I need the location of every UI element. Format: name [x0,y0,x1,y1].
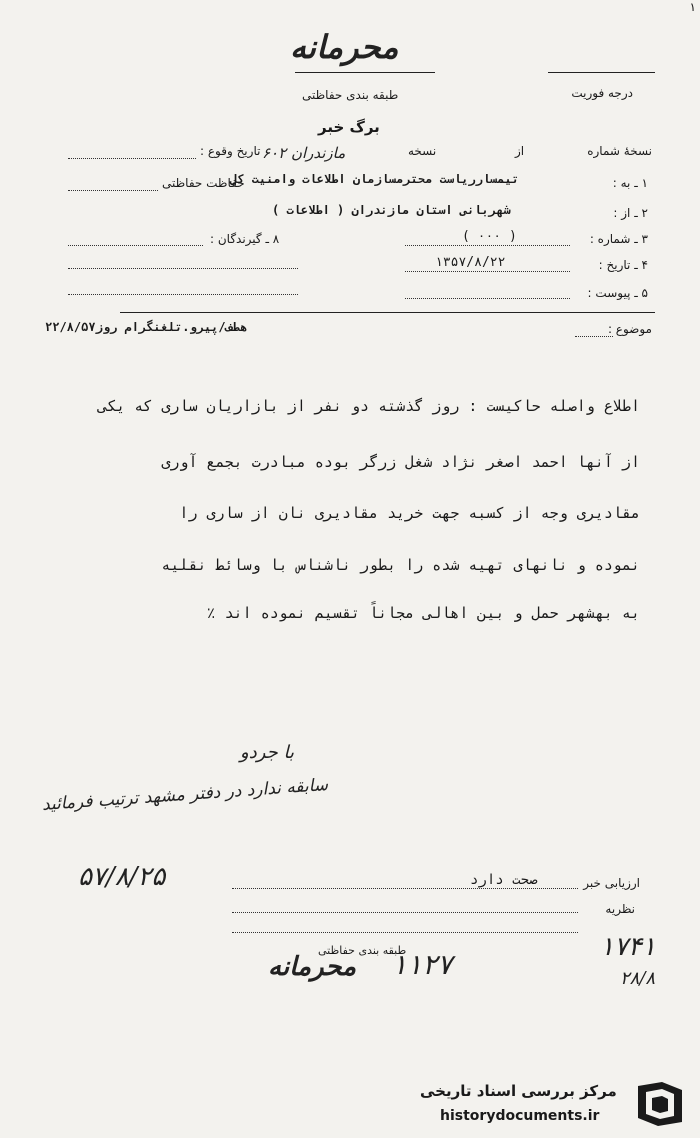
assessment-dots [232,888,578,889]
recipients-dots-2 [68,268,298,269]
to-label: ١ ـ به : [612,176,648,190]
body-line-2: از آنها احمد اصغر نژاد شغل زرگر بوده مبادرت بجمع آوری [161,453,640,471]
handwritten-date: ۵۷/۸/۲۵ [78,862,166,892]
body-line-5: به بهشهر حمل و بین اهالی مجاناً تقسیم نموده اند ٪ [206,604,640,622]
recipients-dots-1 [68,245,203,246]
of-label: از [515,144,525,158]
attachment-dots [405,298,570,299]
urgency-line [548,72,655,73]
date-field-value: ۱۳۵۷/۸/۲۲ [435,255,506,270]
archive-logo-icon [632,1078,688,1130]
number-value: ( ۰۰۰ ) [462,229,517,244]
urgency-label: درجه فوریت [571,86,633,100]
classification-label: طبقه بندی حفاظتی [302,88,399,102]
occurrence-date-label: تاریخ وقوع : [200,144,261,158]
number-label: ٣ ـ شماره : [589,232,648,246]
body-line-4: نموده و نانهای تهیه شده را بطور ناشناس با وسائط نقلیه [161,556,640,574]
page-number: ١ [689,0,696,14]
attachment-label: ۵ ـ پیوست : [587,286,648,300]
body-line-3: مقادیری وجه از کسبه جهت خرید مقادیری نان از ساری را [179,504,640,522]
recipients-label: ۸ ـ گیرندگان : [210,232,280,246]
org-name: مرکز بررسی اسناد تاریخی [420,1082,617,1100]
form-title: برگ خبر [318,118,380,136]
assessment-value: صحت دارد [470,872,538,888]
from-label: ٢ ـ از : [613,206,648,220]
date-field-dots [405,271,570,272]
margin-number-2: ۲۸/۸ [620,968,656,989]
from-value: شهربانی استان مازندران ( اطلاعات ) [272,203,511,217]
footer-classification-value: محرمانه [268,952,357,982]
subject-label: موضوع : [607,322,652,336]
occurrence-date-dots [68,158,196,159]
subject-value: هطف/پیرو.تلغنگرام روز۲۲/۸/۵۷ [45,320,248,334]
assessment-label: ارزیابی خبر [583,876,640,890]
copy-label: نسخه [408,144,437,158]
subject-dots [575,336,613,337]
body-line-1: اطلاع واصله حاکیست : روز گذشته دو نفر از بازاریان ساری که یکی [98,397,640,415]
to-value: تیمسارریاست محترمسازمان اطلاعات وامنیت کل [230,172,519,186]
handwritten-annotation: مازندران ۶۰۲ [262,144,346,162]
to-dots [68,190,158,191]
header-separator [120,312,655,313]
footer-classification-label: طبقه بندی حفاظتی [318,944,407,957]
date-field-label: ۴ ـ تاریخ : [598,258,648,272]
handwritten-note-1: با جردو [240,742,294,763]
opinion-dots-2 [232,932,578,933]
classification-top-underline [295,72,435,73]
website: historydocuments.ir [440,1108,600,1124]
opinion-label: نظریه [605,902,635,916]
recipients-dots-3 [68,294,298,295]
to-suffix: حفاظت حفاظتی [162,176,245,190]
opinion-dots-1 [232,912,578,913]
handwritten-note-2: سابقه ندارد در دفتر مشهد ترتیب فرمائید [41,775,329,815]
margin-number-1: ۱۷۴۱ [600,932,656,962]
number-dots [405,245,570,246]
copy-number-label: نسخهٔ شماره [587,144,652,158]
classification-top: محرمانه [290,28,399,66]
footer-handwritten-number: ۱۱۲۷ [392,948,453,981]
